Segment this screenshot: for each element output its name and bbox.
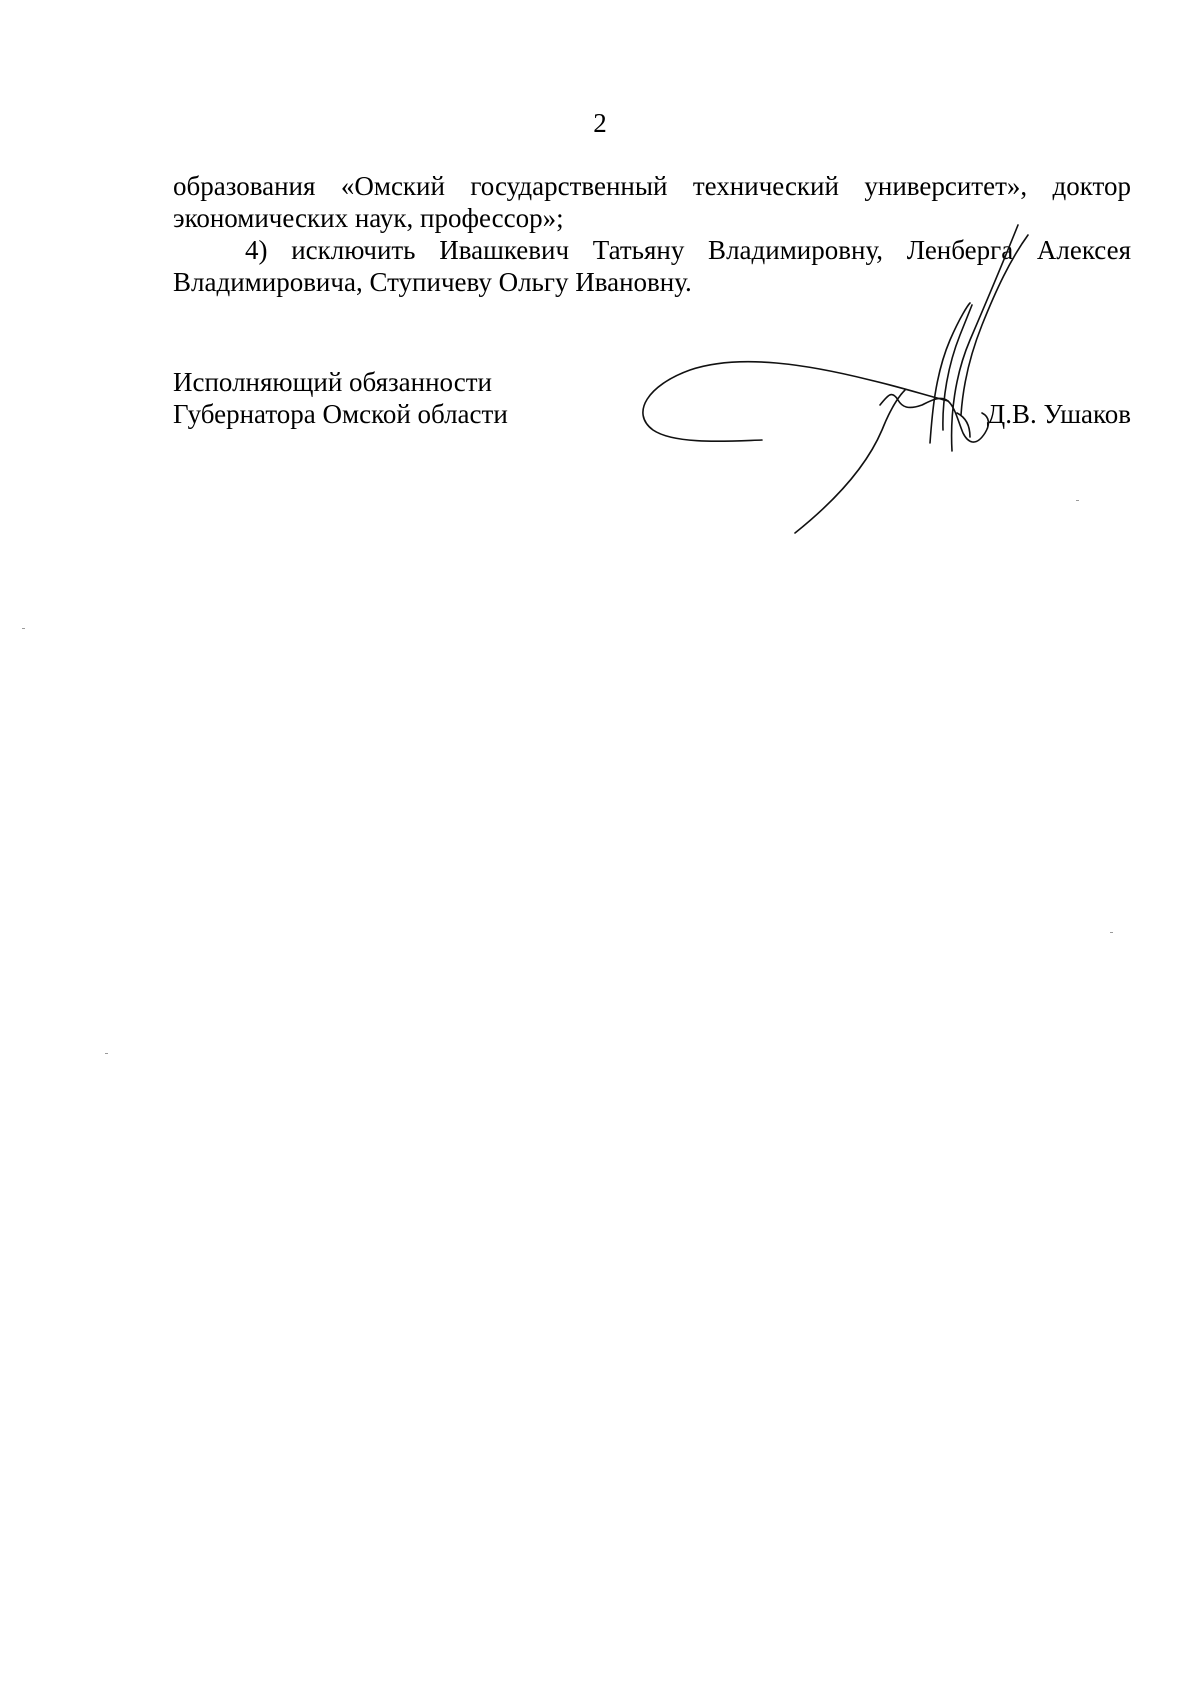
scan-speck	[105, 1053, 108, 1054]
signatory-title	[173, 366, 508, 430]
scan-speck	[1110, 932, 1113, 933]
scan-speck	[1076, 500, 1079, 501]
signatory-title-line: Исполняющий обязанности	[173, 367, 492, 397]
scan-speck	[22, 628, 25, 629]
paragraph-line: Владимировича, Ступичеву Ольгу Ивановну.	[173, 267, 692, 297]
paragraph-line: 4) исключить Ивашкевич Татьяну Владимировну, Ленберга Алексея	[245, 235, 1131, 265]
signatory-title-line: Губернатора Омской области	[173, 399, 508, 429]
signatory-name: Д.В. Ушаков	[986, 399, 1131, 429]
paragraph-line: экономических наук, профессор»;	[173, 203, 564, 233]
page-number: 2	[593, 108, 607, 138]
handwritten-signature	[630, 225, 1050, 545]
paragraph-line: образования «Омский государственный технический университет», доктор	[173, 171, 1131, 201]
